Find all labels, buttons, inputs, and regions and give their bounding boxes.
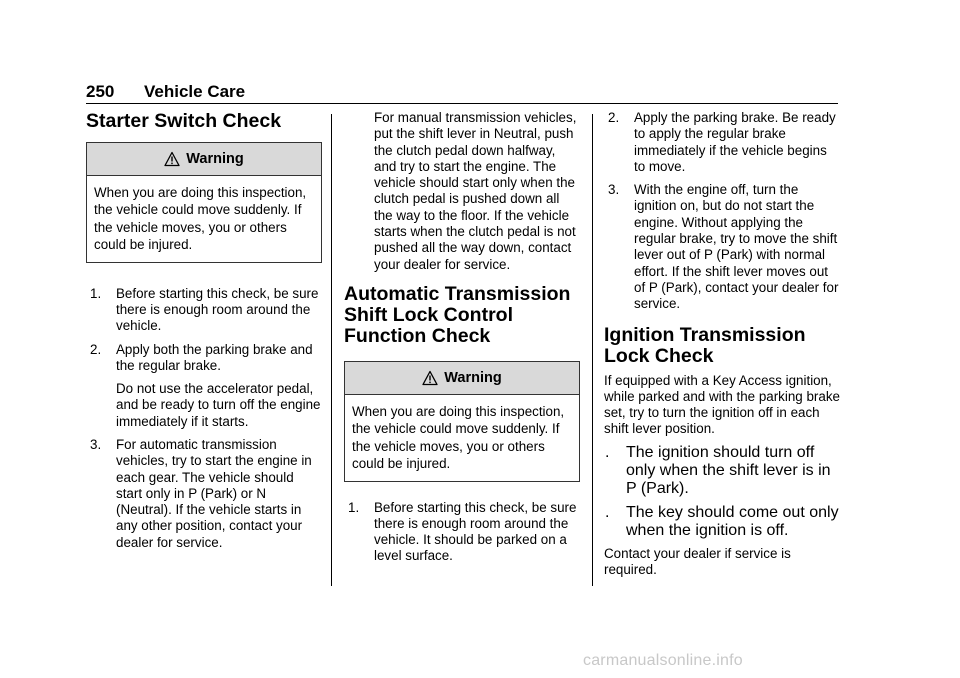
step-text: Before starting this check, be sure there is enough room around the vehicle. It should be parked on a level surface. [374, 499, 577, 564]
header-rule [86, 103, 838, 104]
column-3 [604, 110, 840, 578]
step-text: Before starting this check, be sure there is enough room around the vehicle. [116, 285, 319, 334]
step-number: 3. [90, 437, 102, 452]
step-number: 1. [348, 499, 360, 515]
column-divider [592, 114, 593, 586]
warning-text: When you are doing this inspection, the vehicle could move suddenly. If the vehicle moves, you or others could be injured. [352, 403, 565, 472]
intro-paragraph: If equipped with a Key Access ignition, while parked and with the parking brake set, try to turn the ignition off in each shift lever position. [604, 372, 840, 437]
warning-icon [422, 370, 438, 386]
heading-shift-lock-check: Automatic Transmission Shift Lock Control Function Check [344, 282, 571, 347]
warning-label: Warning [444, 369, 502, 386]
warning-box [344, 361, 580, 482]
page-number: 250 [86, 82, 115, 101]
step-number: 3. [608, 182, 620, 198]
list-item [604, 504, 840, 540]
list-item [604, 182, 840, 312]
step-text: For automatic transmission vehicles, try to start the engine in each gear. The vehicle should start only in P (Park) or N (Neutral). If the vehicle starts in any other position, contact your dealer for service. [116, 437, 312, 550]
step-text: Apply the parking brake. Be ready to apply the regular brake immediately if the vehicle begins to move. [634, 110, 836, 174]
list-item [86, 437, 322, 551]
list-item [344, 500, 580, 565]
warning-text: When you are doing this inspection, the vehicle could move suddenly. If the vehicle moves, you or others could be injured. [94, 185, 307, 253]
bullet-text: The key should come out only when the ignition is off. [626, 503, 839, 539]
list-item [86, 342, 322, 375]
step-text: With the engine off, turn the ignition on, but do not start the engine. Without applying the regular brake, try to move the shift lever out of P (Park) with normal effort. If the shift lever moves out of P (Park), contact your dealer for service. [634, 182, 839, 312]
step-number: 2. [608, 110, 620, 125]
step-text: Apply both the parking brake and the regular brake. [116, 341, 313, 373]
column-2 [344, 110, 580, 565]
list-item [604, 110, 840, 175]
page-header [86, 82, 838, 104]
warning-icon [164, 151, 180, 167]
bullet-mark: . [605, 443, 610, 461]
warning-header [87, 143, 321, 176]
step-note: Do not use the accelerator pedal, and be ready to turn off the engine immediately if it starts. [116, 381, 321, 429]
bullet-text: The ignition should turn off only when the shift lever is in P (Park). [626, 443, 831, 497]
bullet-mark: . [605, 503, 610, 521]
step-number: 2. [90, 341, 102, 357]
list-item [604, 444, 840, 498]
column-divider [331, 114, 332, 586]
list-item [86, 286, 322, 335]
warning-header [345, 362, 579, 395]
watermark: carmanualsonline.info [583, 652, 743, 669]
continuation-paragraph: For manual transmission vehicles, put the shift lever in Neutral, push the clutch pedal down halfway, and try to start the engine. The vehicle should start only when the clutch pedal is pushed down all the way to the floor. If the vehicle starts when the clutch pedal is not pushed all the way down, contact your dealer for service. [374, 110, 577, 272]
warning-box [86, 142, 322, 263]
heading-ignition-lock-check: Ignition Transmission Lock Check [604, 323, 806, 367]
column-1 [86, 110, 322, 551]
step-number: 1. [90, 285, 102, 301]
closing-paragraph: Contact your dealer if service is required. [604, 545, 791, 578]
section-title: Vehicle Care [144, 82, 246, 101]
warning-label: Warning [186, 151, 244, 167]
heading-starter-switch-check: Starter Switch Check [86, 110, 282, 132]
